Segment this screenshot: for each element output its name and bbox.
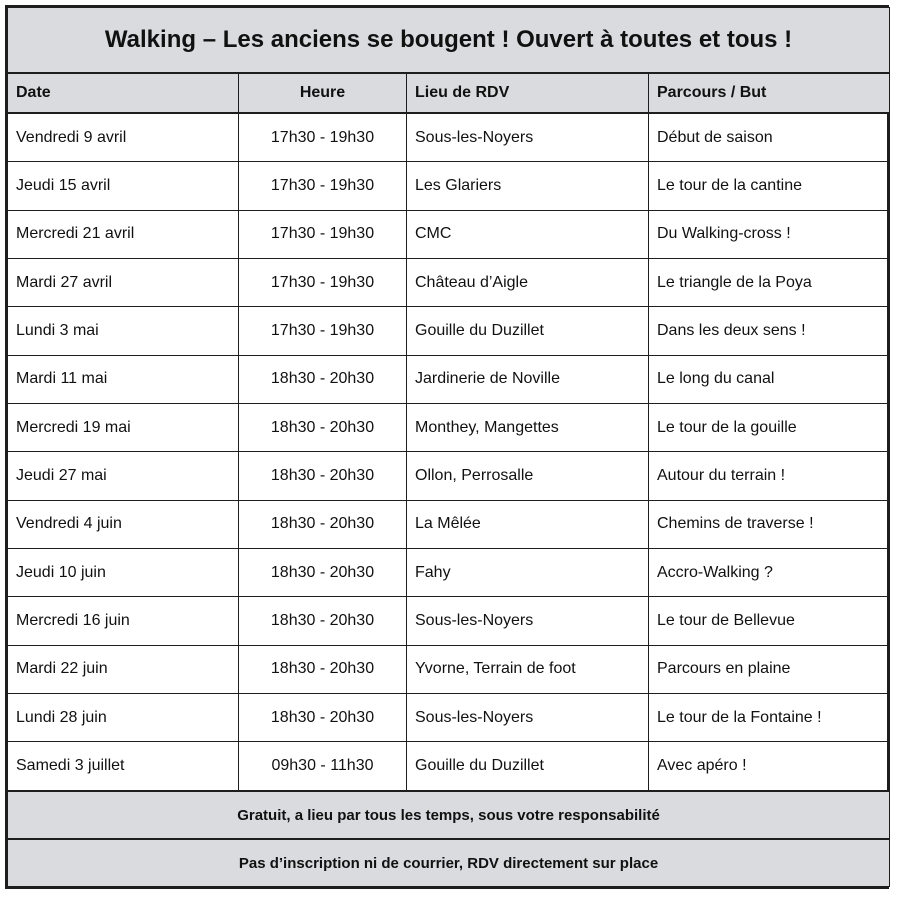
cell-lieu: Gouille du Duzillet [407,307,649,355]
table-row [8,645,890,693]
cell-date: Mardi 27 avril [8,259,239,307]
cell-heure: 18h30 - 20h30 [239,452,407,500]
cell-lieu: Fahy [407,549,649,597]
cell-parcours: Le tour de Bellevue [649,597,890,645]
table-row [8,500,890,548]
cell-parcours: Le tour de la cantine [649,162,890,210]
table-row [8,259,890,307]
cell-date: Jeudi 10 juin [8,549,239,597]
cell-heure: 17h30 - 19h30 [239,259,407,307]
cell-date: Lundi 28 juin [8,694,239,742]
cell-heure: 18h30 - 20h30 [239,500,407,548]
cell-heure: 17h30 - 19h30 [239,210,407,258]
cell-parcours: Le long du canal [649,355,890,403]
table-row [8,452,890,500]
schedule-sheet [5,5,889,889]
cell-parcours: Le tour de la Fontaine ! [649,694,890,742]
cell-heure: 17h30 - 19h30 [239,307,407,355]
cell-lieu: Château d’Aigle [407,259,649,307]
cell-heure: 18h30 - 20h30 [239,694,407,742]
cell-heure: 18h30 - 20h30 [239,597,407,645]
cell-date: Jeudi 15 avril [8,162,239,210]
cell-date: Vendredi 9 avril [8,113,239,162]
cell-lieu: Yvorne, Terrain de foot [407,645,649,693]
cell-lieu: Monthey, Mangettes [407,404,649,452]
cell-date: Jeudi 27 mai [8,452,239,500]
column-header-row [8,73,890,113]
cell-parcours: Accro-Walking ? [649,549,890,597]
cell-lieu: Les Glariers [407,162,649,210]
cell-lieu: Sous-les-Noyers [407,113,649,162]
footer-row-1 [8,791,890,839]
cell-parcours: Le tour de la gouille [649,404,890,452]
cell-date: Mercredi 16 juin [8,597,239,645]
cell-parcours: Avec apéro ! [649,742,890,791]
cell-heure: 18h30 - 20h30 [239,645,407,693]
column-header-parcours: Parcours / But [649,73,890,113]
column-header-heure: Heure [239,73,407,113]
cell-parcours: Autour du terrain ! [649,452,890,500]
cell-parcours: Du Walking-cross ! [649,210,890,258]
cell-heure: 17h30 - 19h30 [239,113,407,162]
footer-row-2 [8,839,890,887]
cell-lieu: Gouille du Duzillet [407,742,649,791]
schedule-table [7,7,890,887]
cell-date: Mercredi 19 mai [8,404,239,452]
table-row [8,355,890,403]
cell-lieu: Jardinerie de Noville [407,355,649,403]
footer-note-registration: Pas d’inscription ni de courrier, RDV directement sur place [8,839,890,887]
cell-heure: 18h30 - 20h30 [239,404,407,452]
table-row [8,162,890,210]
cell-lieu: La Mêlée [407,500,649,548]
cell-parcours: Le triangle de la Poya [649,259,890,307]
cell-date: Lundi 3 mai [8,307,239,355]
table-row [8,113,890,162]
footer-note-free: Gratuit, a lieu par tous les temps, sous votre responsabilité [8,791,890,839]
table-row [8,210,890,258]
page-title: Walking – Les anciens se bougent ! Ouvert à toutes et tous ! [8,8,890,74]
cell-date: Samedi 3 juillet [8,742,239,791]
cell-date: Mercredi 21 avril [8,210,239,258]
cell-lieu: CMC [407,210,649,258]
cell-lieu: Ollon, Perrosalle [407,452,649,500]
cell-date: Vendredi 4 juin [8,500,239,548]
cell-date: Mardi 11 mai [8,355,239,403]
cell-heure: 17h30 - 19h30 [239,162,407,210]
table-row [8,742,890,791]
cell-lieu: Sous-les-Noyers [407,694,649,742]
table-row [8,549,890,597]
table-row [8,597,890,645]
title-row [8,8,890,74]
table-row [8,404,890,452]
cell-heure: 09h30 - 11h30 [239,742,407,791]
cell-date: Mardi 22 juin [8,645,239,693]
cell-heure: 18h30 - 20h30 [239,355,407,403]
cell-parcours: Début de saison [649,113,890,162]
cell-parcours: Dans les deux sens ! [649,307,890,355]
cell-lieu: Sous-les-Noyers [407,597,649,645]
cell-parcours: Parcours en plaine [649,645,890,693]
cell-parcours: Chemins de traverse ! [649,500,890,548]
column-header-date: Date [8,73,239,113]
table-row [8,307,890,355]
cell-heure: 18h30 - 20h30 [239,549,407,597]
column-header-lieu: Lieu de RDV [407,73,649,113]
table-row [8,694,890,742]
schedule-body [8,113,890,791]
